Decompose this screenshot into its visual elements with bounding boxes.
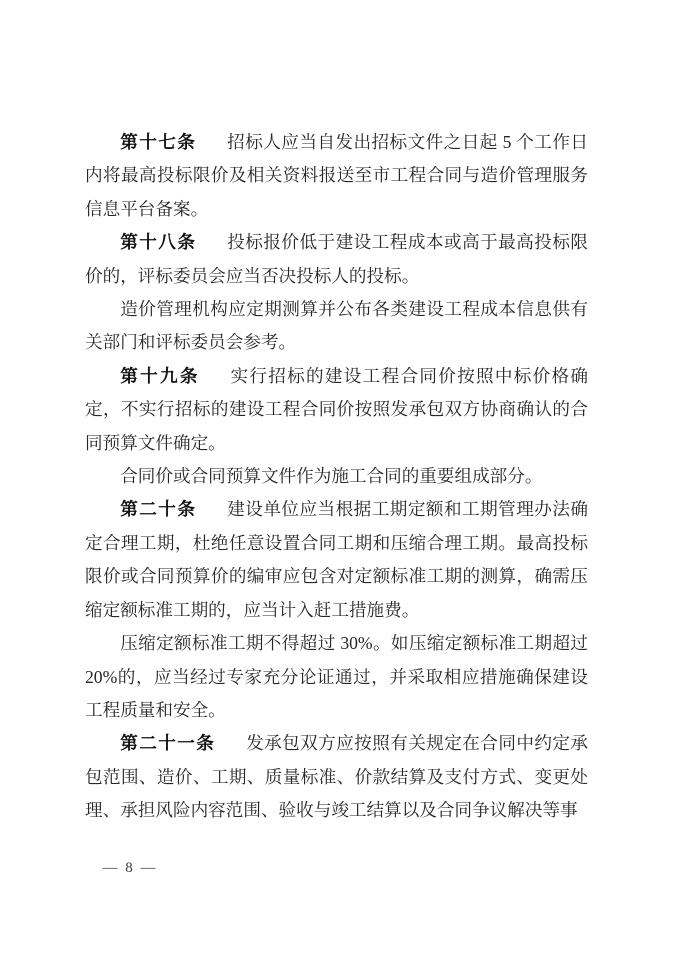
- article-17-text: 招标人应当自发出招标文件之日起 5 个工作日内将最高投标限价及相关资料报送至市工程合同与造价管理服务信息平台备案。: [85, 132, 588, 219]
- cost-info-text: 造价管理机构应定期测算并公布各类建设工程成本信息供有关部门和评标委员会参考。: [85, 299, 588, 353]
- contract-price-paragraph: [85, 460, 588, 493]
- article-20-number: 第二十条: [120, 499, 197, 520]
- article-21-text: 发承包双方应按照有关规定在合同中约定承包范围、造价、工期、质量标准、价款结算及支付方式、变更处理、承担风险内容范围、验收与竣工结算以及合同争议解决等事: [85, 733, 588, 821]
- article-17-number: 第十七条: [120, 132, 197, 152]
- article-19-number: 第十九条: [120, 365, 200, 386]
- article-20-text: 建设单位应当根据工期定额和工期管理办法确定合理工期，杜绝任意设置合同工期和压缩合理工期。最高投标限价或合同预算价的编审应包含对定额标准工期的测算，确需压缩定额标准工期的，应当计入赶工措施费。: [85, 499, 588, 620]
- article-19-text: 实行招标的建设工程合同价按照中标价格确定，不实行招标的建设工程合同价按照发承包双方协商确认的合同预算文件确定。: [85, 365, 588, 453]
- article-17-paragraph: [85, 126, 588, 226]
- schedule-compression-text: 压缩定额标准工期不得超过 30%。如压缩定额标准工期超过 20%的，应当经过专家充分论证通过，并采取相应措施确保建设工程质量和安全。: [85, 633, 588, 720]
- article-18-number: 第十八条: [120, 232, 197, 253]
- page-number: — 8 —: [102, 860, 158, 876]
- article-20-paragraph: [85, 493, 588, 627]
- article-18-paragraph: [85, 226, 588, 293]
- cost-info-paragraph: [85, 293, 588, 360]
- article-19-paragraph: [85, 360, 588, 460]
- article-21-number: 第二十一条: [120, 733, 216, 754]
- article-18-text: 投标报价低于建设工程成本或高于最高投标限价的，评标委员会应当否决投标人的投标。: [85, 232, 588, 286]
- document-body: [85, 126, 588, 828]
- schedule-compression-paragraph: [85, 627, 588, 727]
- article-21-paragraph: [85, 727, 588, 827]
- contract-price-text: 合同价或合同预算文件作为施工合同的重要组成部分。: [120, 466, 543, 487]
